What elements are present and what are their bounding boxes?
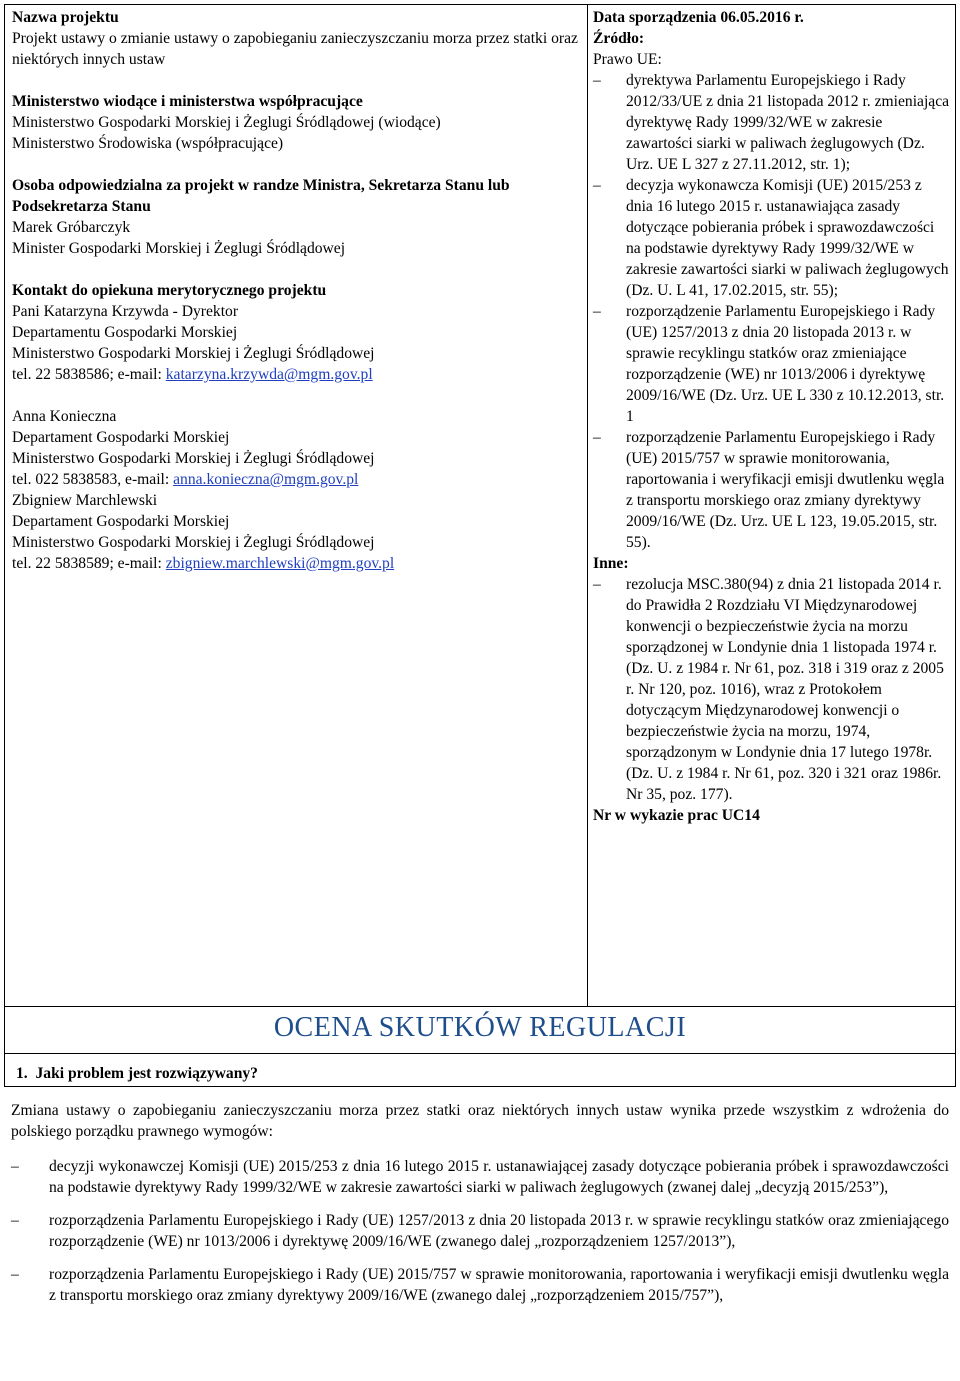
question-1-heading: 1. Jaki problem jest rozwiązywany?: [16, 1065, 258, 1082]
osoba-title: Minister Gospodarki Morskiej i Żeglugi Śródlądowej: [12, 240, 346, 257]
ministerstwo-wspolpracujace: Ministerstwo Środowiska (współpracujące): [12, 135, 284, 152]
left-column: [12, 7, 582, 574]
body-intro: Zmiana ustawy o zapobieganiu zanieczyszczaniu morza przez statki oraz niektórych innych ustaw wynika przede wszystkim z wdrożenia do polskiego porządku prawnego wymogów:: [11, 1102, 949, 1140]
header-table: [4, 4, 956, 1087]
body-text: [11, 1100, 949, 1306]
source-item-3: – rozporządzenie Parlamentu Europejskiego i Rady (UE) 1257/2013 z dnia 20 listopada 2013 r. w sprawie recyklingu statków oraz zmieniające rozporządzenie (WE) nr 1013/2006 i dyrektywę 2009/16/WE (Dz. Urz. UE L 330 z 10.12.2013, str. 1: [593, 303, 945, 425]
row-divider-bottom: [5, 1053, 955, 1054]
nazwa-text: Projekt ustawy o zmianie ustawy o zapobieganiu zanieczyszczaniu morza przez statki oraz niektórych innych ustaw: [12, 30, 578, 68]
dash-marker: –: [593, 72, 601, 89]
prawo-ue-label: Prawo UE:: [593, 51, 662, 68]
contact2-name: Anna Konieczna: [12, 408, 117, 425]
zrodlo-label: Źródło:: [593, 30, 645, 47]
nr-w-wykazie: Nr w wykazie prac UC14: [593, 807, 760, 824]
inne-label: Inne:: [593, 555, 629, 572]
contact1-tel: tel. 22 5838586; e-mail: katarzyna.krzywda@mgm.gov.pl: [12, 366, 373, 383]
dash-marker: –: [593, 576, 601, 593]
row-divider-top: [5, 1006, 955, 1007]
contact1-dept: Departamentu Gospodarki Morskiej: [12, 324, 238, 341]
data-sporzadzenia: Data sporządzenia 06.05.2016 r.: [593, 9, 804, 26]
contact2-tel: tel. 022 5838583, e-mail: anna.konieczna@mgm.gov.pl: [12, 471, 359, 488]
dash-marker: –: [593, 177, 601, 194]
source-item-2: – decyzja wykonawcza Komisji (UE) 2015/253 z dnia 16 lutego 2015 r. ustanawiająca zasady dotyczące pobierania próbek i sprawozdawczości na podstawie dyrektywy Rady 1999/32/WE w zakresie zawartości siarki w paliwach żeglugowych (Dz. U. L 41, 17.02.2015, str. 55);: [593, 177, 949, 299]
dash-marker: –: [11, 1158, 19, 1175]
contact3-name: Zbigniew Marchlewski: [12, 492, 158, 509]
nazwa-label: Nazwa projektu: [12, 9, 119, 26]
contact1-name: Pani Katarzyna Krzywda - Dyrektor: [12, 303, 239, 320]
contact2-ministry: Ministerstwo Gospodarki Morskiej i Żeglugi Śródlądowej: [12, 450, 375, 467]
body-item-1: – decyzji wykonawczej Komisji (UE) 2015/253 z dnia 16 lutego 2015 r. ustanawiającej zasady dotyczące pobierania próbek i sprawozdawczości na podstawie dyrektywy Rady 1999/32/WE w zakresie zawartości siarki w paliwach żeglugowych (zwanej dalej „decyzją 2015/253”),: [11, 1158, 949, 1196]
ocena-title: OCENA SKUTKÓW REGULACJI: [273, 1012, 687, 1043]
right-column: [593, 7, 951, 826]
contact2-email-link[interactable]: anna.konieczna@mgm.gov.pl: [173, 471, 359, 488]
body-item-3: – rozporządzenia Parlamentu Europejskiego i Rady (UE) 2015/757 w sprawie monitorowania, raportowania i weryfikacji emisji dwutlenku węgla z transportu morskiego oraz zmiany dyrektywy 2009/16/WE (zwanego dalej „rozporządzeniem 2015/757”),: [11, 1266, 949, 1304]
contact3-email-link[interactable]: zbigniew.marchlewski@mgm.gov.pl: [165, 555, 395, 572]
contact3-dept: Departament Gospodarki Morskiej: [12, 513, 230, 530]
dash-marker: –: [593, 429, 601, 446]
source-item-4: – rozporządzenie Parlamentu Europejskiego i Rady (UE) 2015/757 w sprawie monitorowania, raportowania i weryfikacji emisji dwutlenku węgla z transportu morskiego oraz zmiany dyrektywy 2009/16/WE (Dz. Urz. UE L 123, 19.05.2015, str. 55).: [593, 429, 945, 551]
dash-marker: –: [593, 303, 601, 320]
kontakt-label: Kontakt do opiekuna merytorycznego projektu: [12, 282, 327, 299]
column-divider: [587, 5, 588, 1006]
source-item-5: – rezolucja MSC.380(94) z dnia 21 listopada 2014 r. do Prawidła 2 Rozdziału VI Międzynarodowej konwencji o bezpieczeństwie życia na morzu sporządzonej w Londynie dnia 1 listopada 1974 r. (Dz. U. z 1984 r. Nr 61, poz. 318 i 319 oraz z 2005 r. Nr 120, poz. 1016), wraz z Protokołem dotyczącym Międzynarodowej konwencji o bezpieczeństwie życia na morzu, 1974, sporządzonym w Londynie dnia 17 lutego 1978r. (Dz. U. z 1984 r. Nr 61, poz. 320 i 321 oraz 1986r. Nr 35, poz. 177).: [593, 576, 944, 803]
dash-marker: –: [11, 1266, 19, 1283]
ministerstwo-label: Ministerstwo wiodące i ministerstwa współpracujące: [12, 93, 363, 110]
contact3-tel: tel. 22 5838589; e-mail: zbigniew.marchlewski@mgm.gov.pl: [12, 555, 395, 572]
contact1-ministry: Ministerstwo Gospodarki Morskiej i Żeglugi Śródlądowej: [12, 345, 375, 362]
osoba-label: Osoba odpowiedzialna za projekt w randze Ministra, Sekretarza Stanu lub Podsekretarza Stanu: [12, 177, 510, 215]
osoba-name: Marek Gróbarczyk: [12, 219, 131, 236]
dash-marker: –: [11, 1212, 19, 1229]
body-item-2: – rozporządzenia Parlamentu Europejskiego i Rady (UE) 1257/2013 z dnia 20 listopada 2013 r. w sprawie recyklingu statków oraz zmieniającego rozporządzenie (WE) nr 1013/2006 i dyrektywę 2009/16/WE (zwanego dalej „rozporządzeniem 1257/2013”),: [11, 1212, 949, 1250]
contact3-ministry: Ministerstwo Gospodarki Morskiej i Żeglugi Śródlądowej: [12, 534, 375, 551]
contact2-dept: Departament Gospodarki Morskiej: [12, 429, 230, 446]
source-item-1: – dyrektywa Parlamentu Europejskiego i Rady 2012/33/UE z dnia 21 listopada 2012 r. zmieniająca dyrektywę Rady 1999/32/WE w zakresie zawartości siarki w paliwach żeglugowych (Dz. Urz. UE L 327 z 27.11.2012, str. 1);: [593, 72, 950, 173]
contact1-email-link[interactable]: katarzyna.krzywda@mgm.gov.pl: [165, 366, 373, 383]
ministerstwo-wiodace: Ministerstwo Gospodarki Morskiej i Żeglugi Śródlądowej (wiodące): [12, 114, 441, 131]
